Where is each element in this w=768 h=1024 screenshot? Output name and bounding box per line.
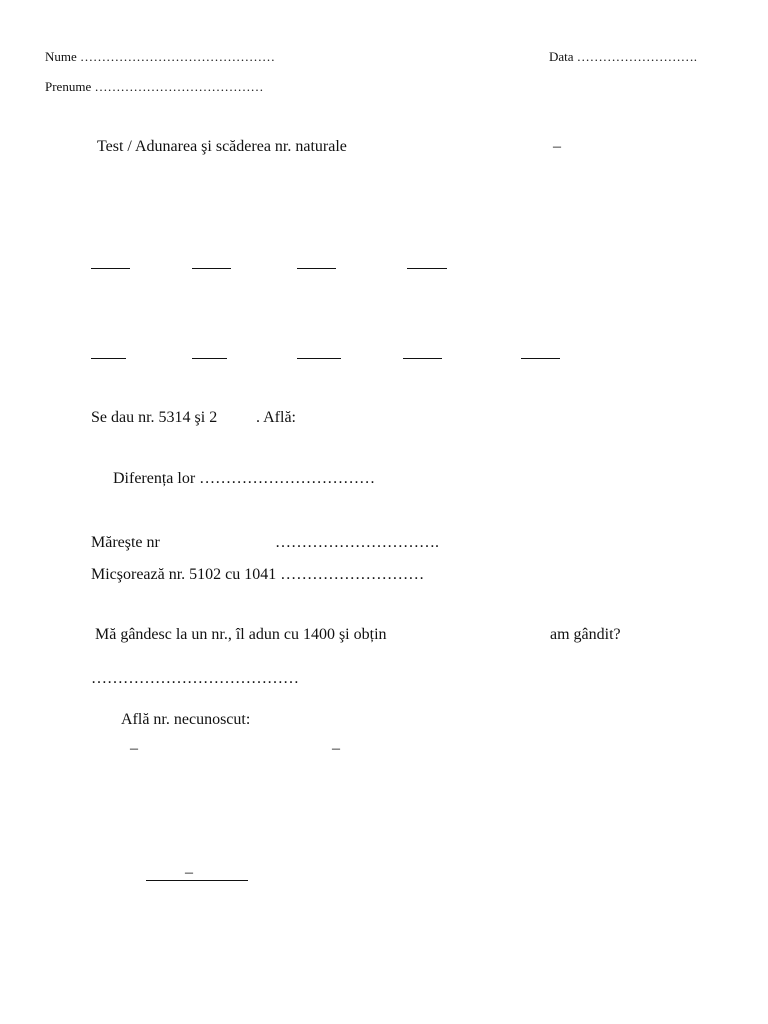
unknown-number-heading: Află nr. necunoscut: [121, 711, 251, 728]
answer-blank[interactable] [403, 358, 442, 359]
increase-answer-dots[interactable]: …………………………. [275, 534, 439, 551]
answer-blank[interactable] [91, 268, 130, 269]
title-dash: – [553, 138, 561, 155]
calculation-line[interactable] [146, 880, 248, 881]
name-field[interactable]: Nume ……………………………………… [45, 49, 276, 64]
answer-blank[interactable] [192, 268, 231, 269]
given-numbers-text: Se dau nr. 5314 şi 2 [91, 409, 218, 426]
increase-question: Măreşte nr [91, 534, 160, 551]
think-answer-dots[interactable]: ………………………………… [91, 670, 299, 687]
minus-sign: – [130, 740, 138, 757]
test-title: Test / Adunarea şi scăderea nr. naturale [97, 138, 347, 155]
minus-sign: – [185, 864, 193, 881]
think-number-question: Mă gândesc la un nr., îl adun cu 1400 şi obțin [95, 626, 387, 643]
answer-blank[interactable] [297, 268, 336, 269]
first-name-field[interactable]: Prenume ………………………………… [45, 79, 264, 94]
decrease-question[interactable]: Micşorează nr. 5102 cu 1041 ……………………… [91, 566, 425, 583]
answer-blank[interactable] [407, 268, 447, 269]
difference-question[interactable]: Diferența lor …………………………… [113, 470, 376, 487]
date-field[interactable]: Data ………………………. [549, 49, 698, 64]
answer-blank[interactable] [297, 358, 341, 359]
answer-blank[interactable] [521, 358, 560, 359]
answer-blank[interactable] [192, 358, 227, 359]
given-afla-text: . Află: [256, 409, 296, 426]
think-question-end: am gândit? [550, 626, 621, 643]
answer-blank[interactable] [91, 358, 126, 359]
minus-sign: – [332, 740, 340, 757]
